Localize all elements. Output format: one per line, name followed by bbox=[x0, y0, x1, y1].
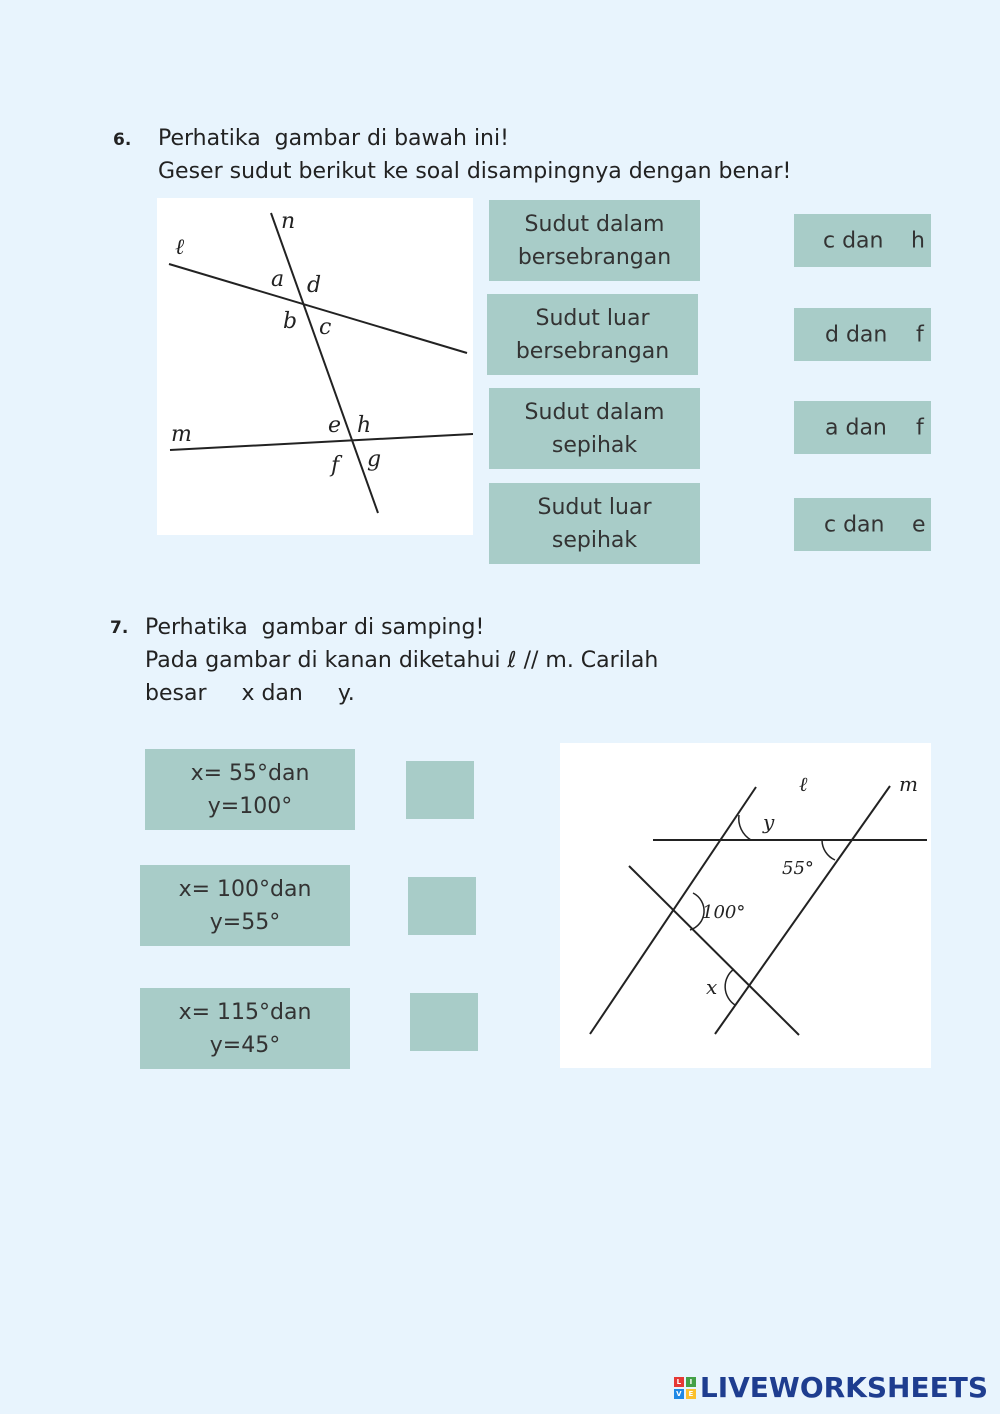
question-6-number: 6. bbox=[113, 130, 132, 150]
label-m: m bbox=[171, 422, 192, 447]
label-a: a bbox=[271, 267, 285, 292]
logo-letter-l: L bbox=[674, 1377, 684, 1387]
option-sudut-dalam-bersebrangan[interactable]: Sudut dalam bersebrangan bbox=[489, 200, 700, 281]
label-d: d bbox=[307, 273, 322, 298]
label-y: y bbox=[763, 810, 775, 834]
question-6-line-1: Perhatika gambar di bawah ini! bbox=[158, 126, 509, 151]
drop-target-a-f[interactable] bbox=[794, 401, 931, 454]
drop-target-c-h[interactable] bbox=[794, 214, 931, 267]
target-pair-left: d dan bbox=[825, 322, 888, 347]
question-6-line-2: Geser sudut berikut ke soal disampingnya dengan benar! bbox=[158, 159, 792, 184]
target-pair-right: e bbox=[912, 512, 926, 537]
angle-arc-55 bbox=[822, 840, 835, 860]
option-x55-y100[interactable]: x= 55°dan y=100° bbox=[145, 749, 355, 830]
option-x100-y55[interactable]: x= 100°dan y=55° bbox=[140, 865, 350, 946]
label-x: x bbox=[706, 975, 718, 999]
label-55: 55° bbox=[782, 858, 814, 879]
target-pair-left: c dan bbox=[823, 228, 884, 253]
question-7-line-3: besar x dan y. bbox=[145, 681, 355, 706]
drop-target-d-f[interactable] bbox=[794, 308, 931, 361]
answer-checkbox-3[interactable] bbox=[410, 993, 478, 1051]
drop-target-c-e[interactable] bbox=[794, 498, 931, 551]
target-pair-right: h bbox=[911, 228, 925, 253]
liveworksheets-logo bbox=[674, 1371, 988, 1404]
label-e: e bbox=[328, 413, 342, 438]
target-pair-right: f bbox=[916, 415, 924, 440]
angle-arc-y bbox=[739, 815, 751, 840]
label-f: f bbox=[331, 453, 340, 478]
label-l: ℓ bbox=[175, 235, 185, 260]
target-pair-left: a dan bbox=[825, 415, 887, 440]
question-7-number: 7. bbox=[110, 618, 129, 638]
q7-parallel-lines-figure bbox=[560, 743, 931, 1068]
label-n: n bbox=[281, 209, 296, 234]
option-sudut-luar-bersebrangan[interactable]: Sudut luar bersebrangan bbox=[487, 294, 698, 375]
line-m bbox=[170, 434, 473, 450]
logo-letter-i: I bbox=[686, 1377, 696, 1387]
target-pair-left: c dan bbox=[824, 512, 885, 537]
label-b: b bbox=[283, 309, 298, 334]
brand-name: LIVEWORKSHEETS bbox=[699, 1371, 988, 1404]
label-m: m bbox=[899, 772, 918, 796]
question-7-line-1: Perhatika gambar di samping! bbox=[145, 615, 485, 640]
option-sudut-dalam-sepihak[interactable]: Sudut dalam sepihak bbox=[489, 388, 700, 469]
label-c: c bbox=[319, 315, 332, 340]
answer-checkbox-1[interactable] bbox=[406, 761, 474, 819]
angle-arc-x bbox=[725, 969, 735, 1005]
answer-checkbox-2[interactable] bbox=[408, 877, 476, 935]
q6-transversal-figure bbox=[157, 198, 473, 535]
option-x115-y45[interactable]: x= 115°dan y=45° bbox=[140, 988, 350, 1069]
logo-grid-icon bbox=[674, 1377, 696, 1399]
label-100: 100° bbox=[702, 902, 746, 923]
label-l: ℓ bbox=[799, 772, 808, 796]
line-n bbox=[271, 213, 378, 513]
question-7-line-2: Pada gambar di kanan diketahui ℓ // m. Carilah bbox=[145, 648, 659, 673]
label-h: h bbox=[357, 413, 372, 438]
label-g: g bbox=[367, 447, 382, 472]
option-sudut-luar-sepihak[interactable]: Sudut luar sepihak bbox=[489, 483, 700, 564]
logo-letter-v: V bbox=[674, 1389, 684, 1399]
logo-letter-e: E bbox=[686, 1389, 696, 1399]
target-pair-right: f bbox=[916, 322, 924, 347]
